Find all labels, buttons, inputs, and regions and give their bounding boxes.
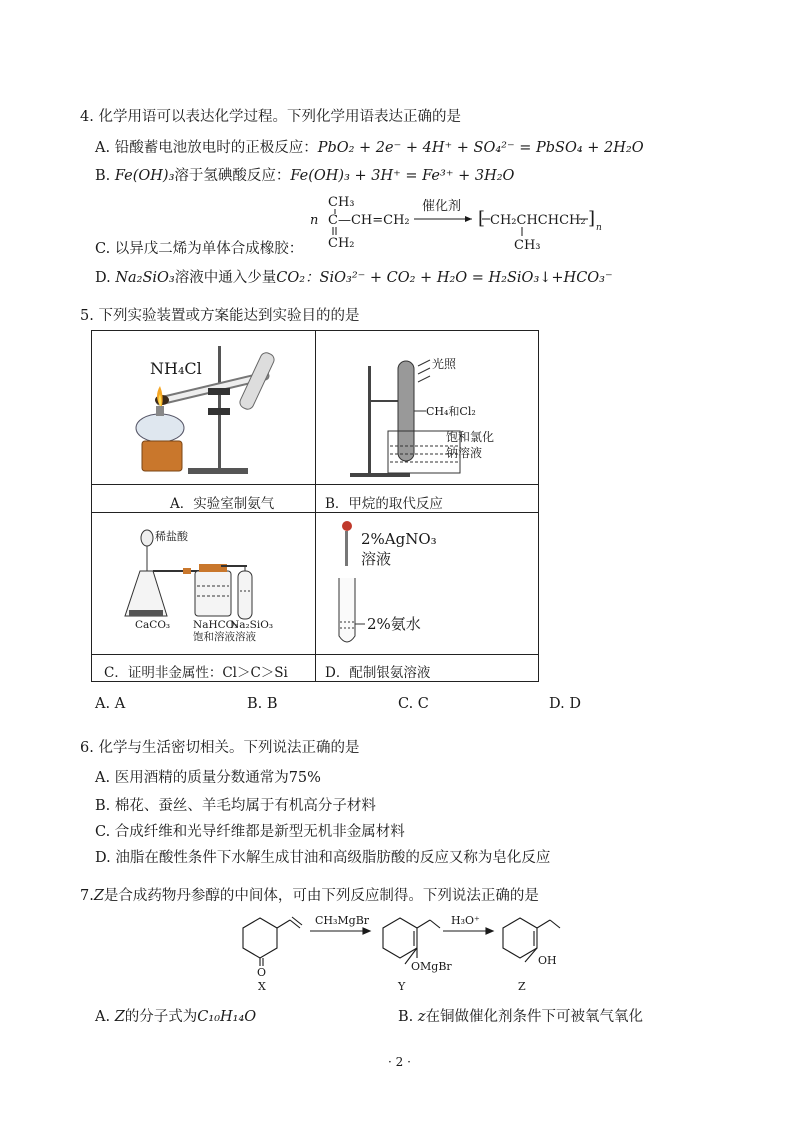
q4-option-a — [95, 136, 644, 157]
q7-option-a — [95, 1005, 256, 1026]
q4-b-equation: Fe(OH)₃ + 3H⁺ = Fe³⁺ + 3H₂O — [290, 168, 515, 184]
q4-d-substance: Na₂SiO₃ — [115, 270, 175, 286]
q4-c-polymer-reaction — [310, 190, 620, 254]
q5-d-ammonia-label: 2%氨水 — [367, 615, 421, 633]
q5-c-caption: C．证明非金属性：Cl＞C＞Si — [104, 665, 288, 681]
q7-a-formula: C₁₀H₁₄O — [197, 1009, 257, 1025]
q4-d-mid: 溶液中通入少量 — [174, 270, 277, 286]
q5-option-d: D. D — [549, 696, 581, 712]
q5-d-apparatus — [325, 516, 535, 652]
q7-reagent-1: CH₃MgBr — [315, 914, 370, 927]
q4-a-prefix: A. 铅酸蓄电池放电时的正极反应： — [95, 140, 318, 156]
q7-x-oxygen: O — [257, 966, 267, 979]
q7-b-prefix: B. — [398, 1009, 418, 1025]
q5-a-caption: A．实验室制氨气 — [170, 496, 275, 512]
q4-b-prefix: B. — [95, 168, 115, 184]
q5-b-gas-label: CH₄和Cl₂ — [426, 405, 476, 418]
q5-d-caption: D．配制银氨溶液 — [325, 665, 431, 681]
q4-c-ch3-top: CH₃ — [328, 195, 355, 210]
q5-b-light-label: 光照 — [432, 357, 457, 371]
q4-c-catalyst: 催化剂 — [422, 199, 462, 214]
q4-option-d — [95, 266, 613, 287]
q7-y-substituent: OMgBr — [411, 960, 452, 973]
q4-b-substance: Fe(OH)₃ — [114, 168, 175, 184]
q5-c-saturated-label: 饱和溶液 — [193, 631, 235, 643]
q5-c-nahco3-label: NaHCO₃ — [193, 619, 239, 631]
q5-c-solution-label: 溶液 — [235, 631, 256, 643]
q4-c-ch2-bottom: CH₂ — [328, 236, 355, 251]
q4-d-prefix: D. — [95, 270, 116, 286]
q6-option-c: C. 合成纤维和光导纤维都是新型无机非金属材料 — [95, 824, 405, 840]
q7-z-label: Z — [518, 980, 526, 992]
q5-option-b: B. B — [247, 696, 278, 712]
q4-option-b — [95, 164, 514, 185]
q5-c-na2sio3-label: Na₂SiO₃ — [230, 619, 274, 631]
q6-option-b: B. 棉花、蚕丝、羊毛均属于有机高分子材料 — [95, 798, 376, 814]
q5-b-solution-label-1: 饱和氯化 — [446, 430, 495, 444]
q5-option-c: C. C — [398, 696, 429, 712]
q6-stem: 6. 化学与生活密切相关。下列说法正确的是 — [80, 740, 360, 756]
q5-option-a: A. A — [95, 696, 126, 712]
q7-y-label: Y — [398, 980, 406, 992]
q4-c-n-sub: n — [596, 223, 602, 233]
q7-reaction-scheme — [235, 906, 575, 992]
q5-c-apparatus — [95, 516, 313, 652]
page-number: · 2 · — [388, 1055, 411, 1069]
q5-b-solution-label-2: 钠溶液 — [446, 446, 483, 460]
q7-a-prefix: A. — [95, 1009, 115, 1025]
svg-text:]: ] — [588, 208, 596, 229]
q5-b-apparatus — [330, 336, 535, 481]
q4-option-c: C. 以异戊二烯为单体合成橡胶： — [95, 241, 304, 257]
q4-stem: 4. 化学用语可以表达化学过程。下列化学用语表达正确的是 — [80, 109, 461, 125]
q7-a-z: Z — [114, 1009, 125, 1025]
q7-b-text: 在铜做催化剂条件下可被氧气氧化 — [425, 1009, 644, 1025]
q5-c-acid-label: 稀盐酸 — [155, 530, 188, 543]
svg-text:[: [ — [478, 208, 486, 229]
q4-d-co2: CO₂ — [276, 270, 306, 286]
q7-z-substituent: OH — [538, 954, 557, 967]
q4-c-n: n — [310, 213, 319, 228]
q5-b-caption: B．甲烷的取代反应 — [325, 496, 443, 512]
q4-c-product: CH₂CHCHCH₂ — [490, 213, 586, 228]
q4-a-equation: PbO₂ + 2e⁻ + 4H⁺ + SO₄²⁻ = PbSO₄ + 2H₂O — [317, 140, 644, 156]
q7-a-text: 的分子式为 — [124, 1009, 198, 1025]
q7-stem-z: Z — [93, 888, 104, 904]
q4-c-chain: C—CH=CH₂ — [328, 213, 410, 228]
q7-b-z: z — [417, 1009, 426, 1025]
q4-c-product-ch3: CH₃ — [514, 238, 541, 253]
q5-c-caco3-label: CaCO₃ — [135, 619, 171, 631]
q7-x-label: X — [258, 980, 266, 992]
q5-a-nh4cl-label: NH₄Cl — [150, 359, 202, 378]
q5-d-solution-label: 溶液 — [361, 550, 392, 568]
q4-b-mid: 溶于氢碘酸反应： — [174, 168, 291, 184]
q7-stem-text: 是合成药物丹参醇的中间体，可由下列反应制得。下列说法正确的是 — [103, 888, 539, 904]
q7-reagent-2: H₃O⁺ — [451, 914, 480, 927]
q7-stem: 7.Z是合成药物丹参醇的中间体，可由下列反应制得。下列说法正确的是 — [80, 888, 539, 904]
q5-a-apparatus — [100, 336, 310, 481]
q5-d-agno3-label: 2%AgNO₃ — [361, 530, 437, 548]
q4-d-equation: ：SiO₃²⁻ + CO₂ + H₂O = H₂SiO₃↓+HCO₃⁻ — [305, 270, 613, 286]
q5-stem: 5. 下列实验装置或方案能达到实验目的的是 — [80, 308, 360, 324]
q7-option-b — [398, 1005, 643, 1026]
q6-option-d: D. 油脂在酸性条件下水解生成甘油和高级脂肪酸的反应又称为皂化反应 — [95, 850, 551, 866]
q6-option-a: A. 医用酒精的质量分数通常为75% — [95, 770, 321, 786]
